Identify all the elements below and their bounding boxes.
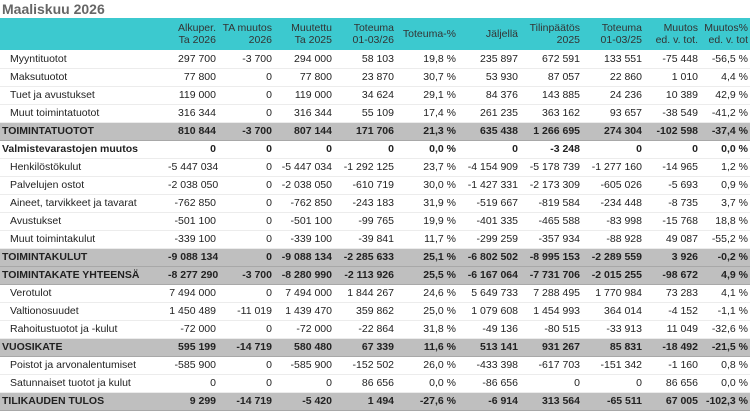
cell-value: 1 439 470 <box>274 302 334 320</box>
cell-value: -465 588 <box>520 212 582 230</box>
cell-value: -0,2 % <box>700 248 750 266</box>
cell-value: -1 160 <box>644 356 700 374</box>
cell-value: 84 376 <box>458 86 520 104</box>
cell-value: 1 010 <box>644 68 700 86</box>
cell-value: -4 154 909 <box>458 158 520 176</box>
cell-value: 1 844 267 <box>334 284 396 302</box>
cell-value: 313 564 <box>520 392 582 410</box>
cell-value: -519 667 <box>458 194 520 212</box>
cell-value: 0 <box>218 140 274 158</box>
cell-value: 274 304 <box>582 122 644 140</box>
cell-value: 1 494 <box>334 392 396 410</box>
cell-value: -9 088 134 <box>166 248 218 266</box>
table-row <box>0 104 750 122</box>
table-row <box>0 212 750 230</box>
row-label: Valtionosuudet <box>0 302 166 320</box>
cell-value: -299 259 <box>458 230 520 248</box>
cell-value: 297 700 <box>166 50 218 68</box>
cell-value: -8 280 990 <box>274 266 334 284</box>
cell-value: 0 <box>218 158 274 176</box>
column-header-line2: 01-03/25 <box>600 34 642 46</box>
cell-value: -2 038 050 <box>166 176 218 194</box>
row-label: Rahoitustuotot ja -kulut <box>0 320 166 338</box>
table-row <box>0 158 750 176</box>
row-label: TILIKAUDEN TULOS <box>0 392 166 410</box>
cell-value: -1 292 125 <box>334 158 396 176</box>
row-label: Myyntituotot <box>0 50 166 68</box>
cell-value: -5 693 <box>644 176 700 194</box>
column-header-line2: ed. v. tot <box>708 34 748 46</box>
cell-value: 316 344 <box>166 104 218 122</box>
column-header <box>644 18 700 50</box>
cell-value: -585 900 <box>166 356 218 374</box>
cell-value: 7 494 000 <box>274 284 334 302</box>
cell-value: 21,3 % <box>396 122 458 140</box>
cell-value: 4,4 % <box>700 68 750 86</box>
cell-value: 0,0 % <box>396 374 458 392</box>
cell-value: 49 087 <box>644 230 700 248</box>
row-label: Poistot ja arvonalentumiset <box>0 356 166 374</box>
cell-value: 1 454 993 <box>520 302 582 320</box>
cell-value: 261 235 <box>458 104 520 122</box>
subtotal-row <box>0 122 750 140</box>
cell-value: -72 000 <box>166 320 218 338</box>
column-header-line1: Muutettu <box>291 22 332 34</box>
cell-value: 23 870 <box>334 68 396 86</box>
cell-value: 0,0 % <box>396 140 458 158</box>
cell-value: 77 800 <box>166 68 218 86</box>
column-header <box>218 18 274 50</box>
column-header-line2: 2026 <box>248 34 272 46</box>
table-row <box>0 374 750 392</box>
cell-value: 0 <box>218 194 274 212</box>
cell-value: -1,1 % <box>700 302 750 320</box>
row-label: Maksutuotot <box>0 68 166 86</box>
cell-value: 133 551 <box>582 50 644 68</box>
cell-value: 0 <box>644 140 700 158</box>
cell-value: 0 <box>218 68 274 86</box>
cell-value: -234 448 <box>582 194 644 212</box>
cell-value: -14 719 <box>218 392 274 410</box>
column-header <box>396 18 458 50</box>
row-label: Henkilöstökulut <box>0 158 166 176</box>
row-label: TOIMINTATUOTOT <box>0 122 166 140</box>
cell-value: -3 248 <box>520 140 582 158</box>
row-label: Muut toimintatuotot <box>0 104 166 122</box>
cell-value: 25,5 % <box>396 266 458 284</box>
cell-value: 0 <box>218 320 274 338</box>
cell-value: 0 <box>218 248 274 266</box>
cell-value: -3 700 <box>218 266 274 284</box>
cell-value: -2 038 050 <box>274 176 334 194</box>
cell-value: 0 <box>218 356 274 374</box>
cell-value: 0 <box>458 140 520 158</box>
cell-value: 3 926 <box>644 248 700 266</box>
cell-value: -5 447 034 <box>274 158 334 176</box>
cell-value: -1 277 160 <box>582 158 644 176</box>
cell-value: 4,1 % <box>700 284 750 302</box>
column-header-line1: TA muutos <box>222 22 272 34</box>
column-header <box>520 18 582 50</box>
cell-value: -9 088 134 <box>274 248 334 266</box>
cell-value: 0 <box>218 176 274 194</box>
cell-value: -762 850 <box>166 194 218 212</box>
cell-value: -14 965 <box>644 158 700 176</box>
table-row <box>0 140 750 158</box>
cell-value: 931 267 <box>520 338 582 356</box>
cell-value: -39 841 <box>334 230 396 248</box>
cell-value: -8 735 <box>644 194 700 212</box>
cell-value: 580 480 <box>274 338 334 356</box>
subtotal-row <box>0 338 750 356</box>
cell-value: 364 014 <box>582 302 644 320</box>
cell-value: 29,1 % <box>396 86 458 104</box>
cell-value: -2 285 633 <box>334 248 396 266</box>
table-row <box>0 68 750 86</box>
cell-value: 0 <box>334 140 396 158</box>
cell-value: -21,5 % <box>700 338 750 356</box>
cell-value: -6 914 <box>458 392 520 410</box>
row-label: VUOSIKATE <box>0 338 166 356</box>
cell-value: -152 502 <box>334 356 396 374</box>
cell-value: 11 049 <box>644 320 700 338</box>
row-label: Verotulot <box>0 284 166 302</box>
cell-value: 22 860 <box>582 68 644 86</box>
cell-value: -75 448 <box>644 50 700 68</box>
row-label: Palvelujen ostot <box>0 176 166 194</box>
row-label: Tuet ja avustukset <box>0 86 166 104</box>
cell-value: 1 450 489 <box>166 302 218 320</box>
cell-value: 359 862 <box>334 302 396 320</box>
column-header-line2: 2025 <box>556 34 580 46</box>
cell-value: 19,9 % <box>396 212 458 230</box>
cell-value: -37,4 % <box>700 122 750 140</box>
cell-value: 31,8 % <box>396 320 458 338</box>
row-label: Valmistevarastojen muutos <box>0 140 166 158</box>
cell-value: -819 584 <box>520 194 582 212</box>
cell-value: -18 492 <box>644 338 700 356</box>
cell-value: -605 026 <box>582 176 644 194</box>
cell-value: -6 802 502 <box>458 248 520 266</box>
cell-value: -98 672 <box>644 266 700 284</box>
column-header <box>274 18 334 50</box>
cell-value: 73 283 <box>644 284 700 302</box>
financial-table <box>0 18 750 411</box>
cell-value: -102 598 <box>644 122 700 140</box>
column-header-line1: Toteuma <box>353 22 394 34</box>
cell-value: -2 289 559 <box>582 248 644 266</box>
cell-value: 77 800 <box>274 68 334 86</box>
cell-value: 672 591 <box>520 50 582 68</box>
cell-value: -3 700 <box>218 50 274 68</box>
cell-value: -11 019 <box>218 302 274 320</box>
column-header-line1: Muutos% <box>704 22 748 34</box>
cell-value: 87 057 <box>520 68 582 86</box>
column-header <box>166 18 218 50</box>
table-row <box>0 86 750 104</box>
cell-value: 4,9 % <box>700 266 750 284</box>
cell-value: -86 656 <box>458 374 520 392</box>
cell-value: 0 <box>218 212 274 230</box>
cell-value: 30,0 % <box>396 176 458 194</box>
cell-value: -1 427 331 <box>458 176 520 194</box>
cell-value: 513 141 <box>458 338 520 356</box>
cell-value: 86 656 <box>644 374 700 392</box>
cell-value: -4 152 <box>644 302 700 320</box>
cell-value: 171 706 <box>334 122 396 140</box>
table-row <box>0 302 750 320</box>
cell-value: 0,9 % <box>700 176 750 194</box>
row-label: Aineet, tarvikkeet ja tavarat <box>0 194 166 212</box>
cell-value: -83 998 <box>582 212 644 230</box>
column-header-line1: Toteuma <box>601 22 642 34</box>
cell-value: 86 656 <box>334 374 396 392</box>
column-header-line1: Tilinpäätös <box>529 22 580 34</box>
subtotal-row <box>0 266 750 284</box>
cell-value: 42,9 % <box>700 86 750 104</box>
cell-value: 34 624 <box>334 86 396 104</box>
cell-value: -56,5 % <box>700 50 750 68</box>
cell-value: 635 438 <box>458 122 520 140</box>
cell-value: 25,0 % <box>396 302 458 320</box>
table-row <box>0 176 750 194</box>
cell-value: 119 000 <box>274 86 334 104</box>
cell-value: -5 447 034 <box>166 158 218 176</box>
row-label: Satunnaiset tuotot ja kulut <box>0 374 166 392</box>
cell-value: -38 549 <box>644 104 700 122</box>
column-header-line1: Muutos <box>663 22 698 34</box>
table-header-row <box>0 18 750 50</box>
cell-value: 53 930 <box>458 68 520 86</box>
row-label: Avustukset <box>0 212 166 230</box>
cell-value: -15 768 <box>644 212 700 230</box>
column-header-line2: Ta 2025 <box>294 34 332 46</box>
cell-value: -32,6 % <box>700 320 750 338</box>
cell-value: -3 700 <box>218 122 274 140</box>
cell-value: 93 657 <box>582 104 644 122</box>
cell-value: -401 335 <box>458 212 520 230</box>
cell-value: 0 <box>166 374 218 392</box>
column-header <box>0 18 166 50</box>
cell-value: -72 000 <box>274 320 334 338</box>
cell-value: 0 <box>218 374 274 392</box>
cell-value: -501 100 <box>166 212 218 230</box>
cell-value: -357 934 <box>520 230 582 248</box>
cell-value: 24 236 <box>582 86 644 104</box>
cell-value: -49 136 <box>458 320 520 338</box>
cell-value: -65 511 <box>582 392 644 410</box>
cell-value: -102,3 % <box>700 392 750 410</box>
cell-value: 3,7 % <box>700 194 750 212</box>
subtotal-row <box>0 248 750 266</box>
cell-value: 1 770 984 <box>582 284 644 302</box>
cell-value: 0 <box>582 374 644 392</box>
cell-value: 1 266 695 <box>520 122 582 140</box>
column-header-line1: Jäljellä <box>485 28 518 40</box>
cell-value: 24,6 % <box>396 284 458 302</box>
cell-value: 810 844 <box>166 122 218 140</box>
table-row <box>0 356 750 374</box>
cell-value: 67 005 <box>644 392 700 410</box>
cell-value: -2 113 926 <box>334 266 396 284</box>
subtotal-row <box>0 392 750 410</box>
column-header <box>334 18 396 50</box>
cell-value: 19,8 % <box>396 50 458 68</box>
row-label: Muut toimintakulut <box>0 230 166 248</box>
cell-value: -151 342 <box>582 356 644 374</box>
column-header <box>582 18 644 50</box>
cell-value: 0,0 % <box>700 140 750 158</box>
cell-value: 1 079 608 <box>458 302 520 320</box>
cell-value: 17,4 % <box>396 104 458 122</box>
cell-value: -5 420 <box>274 392 334 410</box>
column-header-line2: 01-03/26 <box>352 34 394 46</box>
cell-value: 0 <box>166 140 218 158</box>
cell-value: 26,0 % <box>396 356 458 374</box>
row-label: TOIMINTAKATE YHTEENSÄ <box>0 266 166 284</box>
column-header-line2: Ta 2026 <box>178 34 216 46</box>
cell-value: 0 <box>218 284 274 302</box>
cell-value: 0 <box>218 86 274 104</box>
cell-value: -762 850 <box>274 194 334 212</box>
cell-value: 18,8 % <box>700 212 750 230</box>
table-row <box>0 284 750 302</box>
cell-value: -5 178 739 <box>520 158 582 176</box>
cell-value: 10 389 <box>644 86 700 104</box>
cell-value: 0 <box>582 140 644 158</box>
cell-value: -88 928 <box>582 230 644 248</box>
cell-value: -99 765 <box>334 212 396 230</box>
cell-value: -27,6 % <box>396 392 458 410</box>
cell-value: 119 000 <box>166 86 218 104</box>
cell-value: -33 913 <box>582 320 644 338</box>
table-row <box>0 50 750 68</box>
cell-value: 58 103 <box>334 50 396 68</box>
cell-value: -41,2 % <box>700 104 750 122</box>
cell-value: 9 299 <box>166 392 218 410</box>
cell-value: -6 167 064 <box>458 266 520 284</box>
cell-value: -22 864 <box>334 320 396 338</box>
cell-value: 23,7 % <box>396 158 458 176</box>
cell-value: 11,6 % <box>396 338 458 356</box>
cell-value: -55,2 % <box>700 230 750 248</box>
table-row <box>0 194 750 212</box>
cell-value: -243 183 <box>334 194 396 212</box>
cell-value: 7 494 000 <box>166 284 218 302</box>
row-label: TOIMINTAKULUT <box>0 248 166 266</box>
cell-value: -339 100 <box>274 230 334 248</box>
cell-value: 30,7 % <box>396 68 458 86</box>
cell-value: 85 831 <box>582 338 644 356</box>
column-header <box>700 18 750 50</box>
cell-value: 5 649 733 <box>458 284 520 302</box>
cell-value: -610 719 <box>334 176 396 194</box>
cell-value: 0 <box>274 140 334 158</box>
cell-value: 25,1 % <box>396 248 458 266</box>
cell-value: 0,0 % <box>700 374 750 392</box>
cell-value: -14 719 <box>218 338 274 356</box>
cell-value: 11,7 % <box>396 230 458 248</box>
cell-value: 363 162 <box>520 104 582 122</box>
table-row <box>0 320 750 338</box>
column-header-line1: Toteuma-% <box>402 28 456 40</box>
column-header-line2: ed. v. tot. <box>655 34 698 46</box>
cell-value: -585 900 <box>274 356 334 374</box>
cell-value: 0 <box>218 104 274 122</box>
cell-value: 0 <box>218 230 274 248</box>
cell-value: -501 100 <box>274 212 334 230</box>
column-header <box>458 18 520 50</box>
cell-value: 67 339 <box>334 338 396 356</box>
cell-value: -617 703 <box>520 356 582 374</box>
cell-value: 0 <box>274 374 334 392</box>
cell-value: -2 173 309 <box>520 176 582 194</box>
cell-value: -339 100 <box>166 230 218 248</box>
cell-value: 0 <box>520 374 582 392</box>
cell-value: 807 144 <box>274 122 334 140</box>
cell-value: 1,2 % <box>700 158 750 176</box>
cell-value: 235 897 <box>458 50 520 68</box>
cell-value: 595 199 <box>166 338 218 356</box>
cell-value: -7 731 706 <box>520 266 582 284</box>
table-row <box>0 230 750 248</box>
cell-value: 143 885 <box>520 86 582 104</box>
cell-value: 31,9 % <box>396 194 458 212</box>
cell-value: 294 000 <box>274 50 334 68</box>
cell-value: -8 995 153 <box>520 248 582 266</box>
cell-value: -2 015 255 <box>582 266 644 284</box>
cell-value: -8 277 290 <box>166 266 218 284</box>
cell-value: -80 515 <box>520 320 582 338</box>
cell-value: 55 109 <box>334 104 396 122</box>
cell-value: 316 344 <box>274 104 334 122</box>
report-title: Maaliskuu 2026 <box>2 1 105 17</box>
cell-value: 7 288 495 <box>520 284 582 302</box>
cell-value: -433 398 <box>458 356 520 374</box>
column-header-line1: Alkuper. <box>178 22 216 34</box>
cell-value: 0,8 % <box>700 356 750 374</box>
